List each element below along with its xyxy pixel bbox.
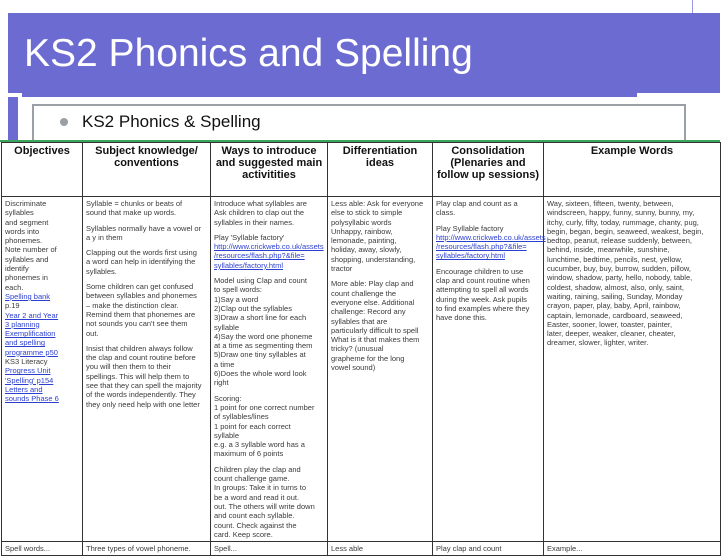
cell-line: everyone else. Additional: [331, 297, 415, 307]
cell-line: words into: [5, 226, 40, 236]
cell-line: holiday, away, slowly,: [331, 245, 402, 255]
cell-line: – make the distinction clear.: [86, 300, 179, 310]
cell-line: not sounds you can't see them: [86, 319, 188, 329]
cell-line: behind, inside, meanwhile, sunshine,: [547, 245, 670, 255]
header-objectives: Objectives: [2, 143, 83, 197]
cell-line: In groups: Take it in turns to: [214, 483, 306, 493]
cell-line: challenge: Record any: [331, 307, 406, 317]
cell-line: they only need help with one letter: [86, 399, 200, 409]
cell-line: Play clap and count as a: [436, 199, 518, 208]
cell-link[interactable]: programme p50: [5, 347, 58, 357]
cell-line: p.19: [5, 301, 20, 311]
cell-line: Way, sixteen, fifteen, twenty, between,: [547, 199, 674, 208]
cell-line: count challenge game.: [214, 474, 290, 484]
cell-line: particularly difficult to spell: [331, 325, 419, 335]
cell-line: Less able: Ask for everyone: [331, 199, 424, 208]
cell-line: and count each syllable.: [214, 511, 295, 521]
cell-link[interactable]: 'Spelling' p154: [5, 375, 54, 385]
cell-line: crayon, paper, play, baby, April, rainbow,: [547, 301, 681, 311]
cell-line: syllables and: [5, 254, 49, 264]
differentiation-cell: Less able: [328, 542, 433, 556]
cell-line: 1 point for one correct number: [214, 402, 315, 412]
cell-line: More able: Play clap and: [331, 279, 414, 289]
cell-line: 1 point for each correct: [214, 421, 291, 431]
table-row: [2, 197, 721, 542]
cell-link[interactable]: Spelling bank: [5, 291, 51, 301]
cell-line: spellings. This will help them to: [86, 371, 190, 381]
cell-line: Unhappy, rainbow,: [331, 226, 393, 236]
table-row: [2, 542, 721, 556]
consolidation-cell: [433, 197, 544, 542]
cell-line: polysyllabic words: [331, 217, 392, 227]
cell-line: grapheme for the long: [331, 353, 405, 363]
cell-line: Clapping out the words first using: [86, 248, 197, 258]
cell-line: the clap and count routine before: [86, 353, 196, 363]
cell-line: count challenge the: [331, 288, 397, 298]
cell-line: lemonade, painting,: [331, 236, 397, 246]
example-words-cell: [544, 197, 721, 542]
cell-link[interactable]: Progress Unit: [5, 366, 51, 376]
cell-line: e.g. a 3 syllable word has a: [214, 440, 305, 450]
cell-line: syllable: [214, 322, 240, 332]
cell-line: dreamer, slower, lighter, writer.: [547, 338, 649, 348]
cell-line: between syllables and phonemes: [86, 291, 197, 301]
differentiation-cell: [328, 197, 433, 542]
cell-link[interactable]: http://www.crickweb.co.uk/assets: [436, 232, 546, 242]
cell-line: syllables: [5, 208, 34, 218]
cell-line: card. Keep score.: [214, 529, 273, 539]
slide-title: KS2 Phonics and Spelling: [24, 32, 473, 75]
cell-line: captain, lemonade, cardboard, seaweed,: [547, 310, 683, 320]
cell-line: attempting to spell all words: [436, 285, 529, 295]
cell-line: of syllables/lines: [214, 412, 269, 422]
cell-line: 5)Draw one tiny syllables at: [214, 350, 306, 360]
header-differentiation: Differentiation ideas: [328, 143, 433, 197]
example-words-cell: Example...: [544, 542, 721, 556]
cell-line: Model using Clap and count: [214, 276, 307, 286]
cell-line: bedtop, peanut, release suddenly, between,: [547, 236, 692, 246]
bullet-text: KS2 Phonics & Spelling: [82, 112, 261, 131]
cell-line: to find examples where they: [436, 303, 530, 313]
cell-line: a y in them: [86, 232, 123, 242]
cell-line: shopping, understanding,: [331, 254, 416, 264]
ways-to-introduce-cell: [211, 197, 328, 542]
cell-line: Play 'Syllable factory': [214, 232, 285, 242]
header-subject-knowledge: Subject knowledge/ conventions: [83, 143, 211, 197]
cell-line: coldest, shadow, almost, also, only, saint,: [547, 282, 685, 292]
title-underline: [22, 93, 637, 97]
cell-line: Remind them that phonemes are: [86, 309, 196, 319]
cell-line: out.: [86, 328, 99, 338]
cell-line: each.: [5, 282, 24, 292]
cell-line: later, deeper, weaker, cleaner, cheater,: [547, 329, 676, 339]
cell-line: windscreen, happy, funny, sunny, bunny, my,: [547, 208, 695, 218]
cell-line: 4)Say the word one phoneme: [214, 331, 313, 341]
cell-line: Syllables normally have a vowel or: [86, 223, 202, 233]
cell-line: window, shadow, party, hello, nobody, table,: [547, 273, 693, 283]
cell-line: of the words independently. They: [86, 390, 196, 400]
cell-line: and segment: [5, 217, 49, 227]
cell-line: Some children can get confused: [86, 282, 194, 292]
cell-line: class.: [436, 208, 456, 218]
cell-line: Play Syllable factory: [436, 223, 504, 233]
cell-line: during the week. Ask pupils: [436, 294, 527, 304]
cell-line: phonemes in: [5, 273, 48, 283]
cell-line: KS3 Literacy: [5, 357, 48, 367]
cell-line: begin, began, begin, seaweed, weakest, begin,: [547, 226, 704, 236]
bullet-icon: [60, 118, 68, 126]
cell-link[interactable]: syllables/factory.html: [214, 260, 284, 270]
header-ways-to-introduce: Ways to introduce and suggested main activitities: [211, 143, 328, 197]
cell-line: syllable: [214, 430, 240, 440]
cell-line: 6)Does the whole word look: [214, 369, 307, 379]
cell-line: Discriminate: [5, 199, 47, 208]
cell-line: vowel sound): [331, 363, 376, 373]
cell-link[interactable]: http://www.crickweb.co.uk/assets: [214, 242, 324, 252]
cell-line: waiting, raining, sailing, Sunday, Monday: [547, 291, 683, 301]
cell-line: Scoring:: [214, 393, 242, 403]
cell-line: at a time as segmenting them: [214, 341, 313, 351]
cell-line: you will then them to their: [86, 362, 172, 372]
cell-line: sound that make up words.: [86, 208, 177, 218]
ways-to-introduce-cell: Spell...: [211, 542, 328, 556]
cell-line: syllables.: [86, 266, 117, 276]
cell-line: out. The others will write down: [214, 501, 315, 511]
cell-line: phonemes.: [5, 236, 43, 246]
header-consolidation: Consolidation (Plenaries and follow up sessions): [433, 143, 544, 197]
cell-line: Note number of: [5, 245, 57, 255]
cell-line: maximum of 6 points: [214, 449, 284, 459]
objectives-cell: [2, 197, 83, 542]
cell-line: itchy, curly, fifty, today, rummage, chanty, pug,: [547, 217, 699, 227]
cell-line: Encourage children to use: [436, 266, 524, 276]
cell-line: 1)Say a word: [214, 294, 259, 304]
subject-knowledge-cell: [83, 197, 211, 542]
cell-link[interactable]: /resources/flash.php?&file=: [436, 242, 527, 252]
cell-line: syllables in their names.: [214, 217, 295, 227]
cell-line: Ask children to clap out the: [214, 208, 305, 218]
cell-line: to spell words:: [214, 285, 262, 295]
objectives-cell: Spell words...: [2, 542, 83, 556]
cell-line: 3)Draw a short line for each: [214, 313, 307, 323]
cell-link[interactable]: syllables/factory.html: [436, 251, 506, 261]
cell-line: tricky? (unusual: [331, 344, 384, 354]
cell-line: What is it that makes them: [331, 335, 420, 345]
cell-line: else to stick to simple: [331, 208, 403, 218]
cell-line: clap and count routine when: [436, 276, 530, 286]
cell-line: Easter, sooner, lower, toaster, painter,: [547, 319, 673, 329]
cell-line: Syllable = chunks or beats of: [86, 199, 183, 208]
header-example-words: Example Words: [544, 143, 721, 197]
cell-link[interactable]: sounds Phase 6: [5, 394, 59, 404]
cell-line: be a word and read it out.: [214, 492, 300, 502]
cell-line: count. Check against the: [214, 520, 297, 530]
cell-line: have done this.: [436, 313, 487, 323]
subject-knowledge-cell: Three types of vowel phoneme.: [83, 542, 211, 556]
cell-line: Insist that children always follow: [86, 343, 193, 353]
cell-line: a word can help in identifying the: [86, 257, 196, 267]
cell-line: cucumber, buy, buy, burrow, sudden, pillow,: [547, 264, 691, 274]
cell-link[interactable]: Year 2 and Year: [5, 310, 59, 320]
cell-line: Introduce what syllables are: [214, 199, 307, 208]
table-header-row: [2, 143, 721, 197]
cell-line: right: [214, 378, 229, 388]
consolidation-cell: Play clap and count: [433, 542, 544, 556]
cell-link[interactable]: and spelling: [5, 338, 46, 348]
cell-link[interactable]: Exemplification: [5, 329, 56, 339]
cell-link[interactable]: /resources/flash.php?&file=: [214, 251, 305, 261]
cell-line: syllables that are: [331, 316, 388, 326]
cell-link[interactable]: Letters and: [5, 384, 43, 394]
cell-line: tractor: [331, 264, 353, 274]
cell-line: 2)Clap out the syllables: [214, 303, 292, 313]
cell-line: lunchtime, bedtime, pencils, nest, yellow,: [547, 254, 683, 264]
phonics-table: [1, 142, 721, 556]
cell-line: Children play the clap and: [214, 464, 301, 474]
slide-corner: [692, 0, 720, 13]
cell-line: identify: [5, 264, 29, 274]
cell-line: see that they can spell the majority: [86, 381, 202, 391]
cell-line: a time: [214, 359, 235, 369]
cell-link[interactable]: 3 planning: [5, 319, 40, 329]
